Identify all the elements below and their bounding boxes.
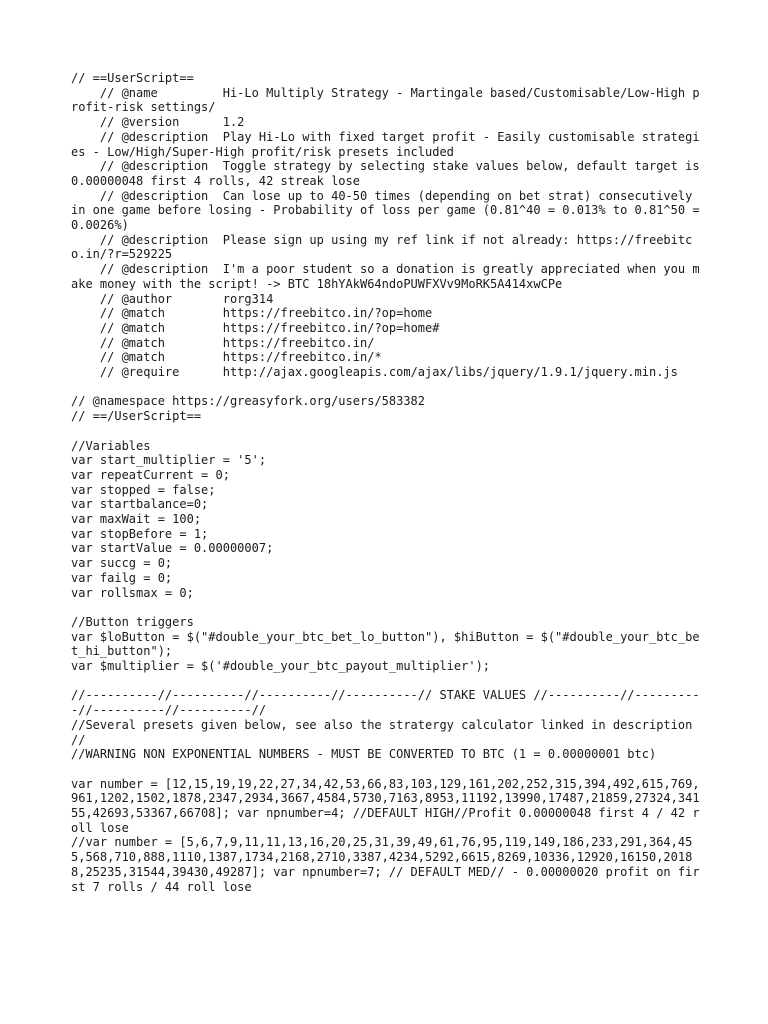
- code-line: // ==UserScript==: [71, 71, 194, 85]
- code-line: // @require http://ajax.googleapis.com/ajax/libs/jquery/1.9.1/jquery.min.js: [71, 365, 678, 380]
- code-line: // @match https://freebitco.in/: [71, 335, 375, 350]
- code-line: [71, 674, 703, 689]
- code-line: var failg = 0;: [71, 570, 173, 585]
- code-line: //Button triggers: [71, 614, 194, 629]
- code-line: //Several presets given below, see also the stratergy calculator linked in description //: [71, 717, 700, 747]
- code-line: //Variables: [71, 438, 151, 453]
- code-line: // @description Please sign up using my ref link if not already: https://freebitco.in/?r=529225: [71, 232, 693, 262]
- code-line: var $multiplier = $('#double_your_btc_payout_multiplier');: [71, 659, 491, 674]
- code-line: [71, 762, 703, 777]
- code-line: // @match https://freebitco.in/?op=home#: [71, 320, 440, 335]
- code-line: // @match https://freebitco.in/*: [71, 350, 382, 365]
- code-line: //var number = [5,6,7,9,11,11,13,16,20,25,31,39,49,61,76,95,119,149,186,233,291,364,455,568,710,888,1110,1387,1734,2168,2710,3387,4234,5292,6615,8269,10336,12920,16150,20188,25235,31544,39430,49287]; var npnumber=7; // DEFAULT MED// - 0.00000020 profit on first 7 rolls / 44 roll lose: [71, 835, 700, 894]
- code-document: [71, 71, 707, 894]
- code-line: var number = [12,15,19,19,22,27,34,42,53,66,83,103,129,161,202,252,315,394,492,615,769,961,1202,1502,1878,2347,2934,3667,4584,5730,7163,8953,11192,13990,17487,21859,27324,34155,42693,53367,66708]; var npnumber=4; //DEFAULT HIGH//Profit 0.00000048 first 4 / 42 roll lose: [71, 776, 700, 835]
- code-line: // @description Can lose up to 40-50 times (depending on bet strat) consecutively in one game before losing - Probability of loss per game (0.81^40 = 0.013% to 0.81^50 = 0.0026%): [71, 188, 707, 233]
- code-line: var repeatCurrent = 0;: [71, 467, 230, 482]
- code-line: var stopped = false;: [71, 482, 216, 497]
- code-line: // @description Play Hi-Lo with fixed target profit - Easily customisable strategies - Low/High/Super-High profit/risk presets included: [71, 129, 700, 159]
- code-line: var stopBefore = 1;: [71, 526, 209, 541]
- code-line: // ==/UserScript==: [71, 409, 202, 424]
- code-line: // @description I'm a poor student so a donation is greatly appreciated when you make money with the script! -> BTC 18hYAkW64ndoPUWFXVv9MoRK5A414xwCPe: [71, 262, 700, 291]
- code-line: // @author rorg314: [71, 291, 274, 306]
- code-line: [71, 380, 703, 395]
- code-line: [71, 424, 703, 439]
- code-line: // @name Hi-Lo Multiply Strategy - Martingale based/Customisable/Low-High profit-risk settings/: [71, 85, 700, 115]
- code-line: //----------//----------//----------//----------// STAKE VALUES //----------//----------//----------//----------//: [71, 688, 700, 718]
- code-line: // @description Toggle strategy by selecting stake values below, default target is 0.00000048 first 4 rolls, 42 streak lose: [71, 159, 707, 188]
- code-line: // @match https://freebitco.in/?op=home: [71, 306, 433, 321]
- code-line: var $loButton = $("#double_your_btc_bet_lo_button"), $hiButton = $("#double_your_btc_bet_hi_button");: [71, 629, 700, 659]
- code-line: // @version 1.2: [71, 115, 245, 130]
- code-line: //WARNING NON EXPONENTIAL NUMBERS - MUST BE CONVERTED TO BTC (1 = 0.00000001 btc): [71, 747, 657, 762]
- code-line: var startbalance=0;: [71, 497, 209, 512]
- code-line: // @namespace https://greasyfork.org/users/583382: [71, 394, 426, 409]
- code-line: var start_multiplier = '5';: [71, 453, 267, 468]
- code-line: var succg = 0;: [71, 556, 173, 571]
- code-line: [71, 600, 703, 615]
- code-line: var maxWait = 100;: [71, 512, 202, 527]
- code-line: var rollsmax = 0;: [71, 585, 194, 600]
- code-line: var startValue = 0.00000007;: [71, 541, 274, 556]
